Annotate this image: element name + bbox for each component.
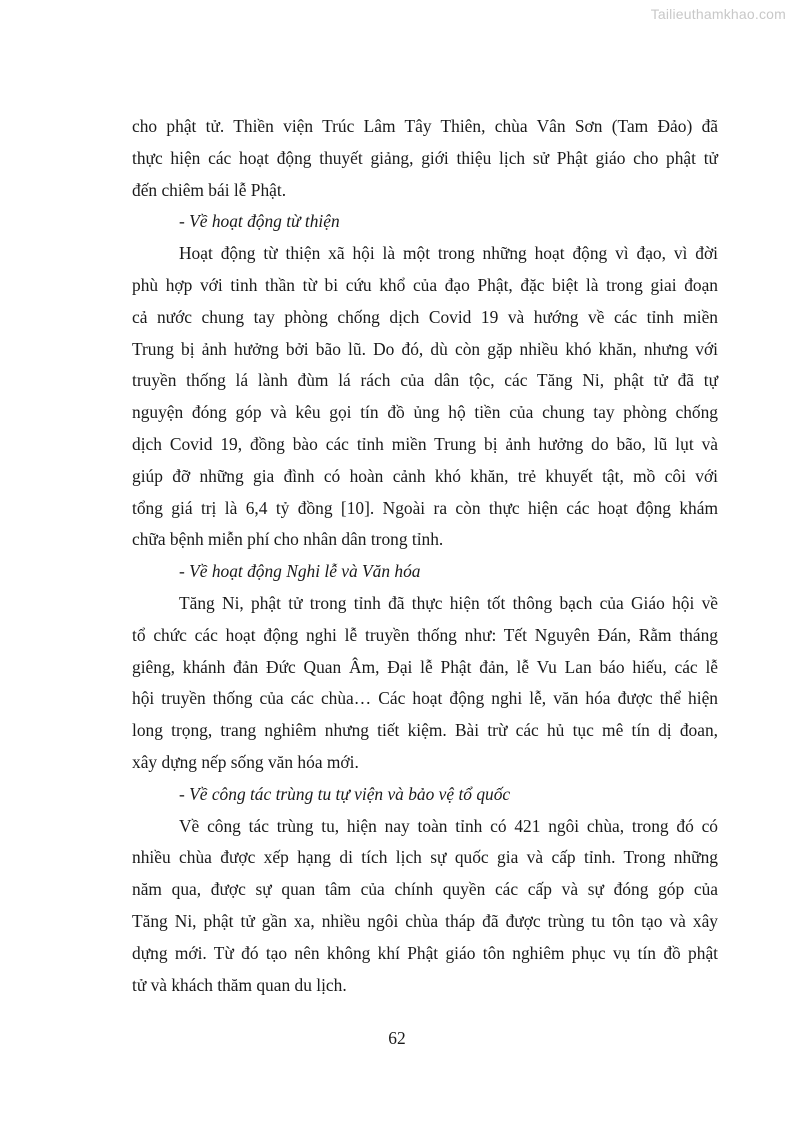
- paragraph-line: xây dựng nếp sống văn hóa mới.: [132, 751, 359, 772]
- watermark-text: Tailieuthamkhao.com: [650, 6, 786, 22]
- paragraph-line: Tăng Ni, phật tử trong tỉnh đã thực hiện tốt thông bạch của Giáo hội về: [179, 592, 718, 613]
- paragraph-line: đến chiêm bái lễ Phật.: [132, 179, 287, 200]
- paragraph-line: tổ chức các hoạt động nghi lễ truyền thống như: Tết Nguyên Đán, Rằm tháng: [132, 624, 718, 645]
- paragraph-line: hội truyền thống của các chùa… Các hoạt động nghi lễ, văn hóa được thể hiện: [132, 688, 718, 709]
- paragraph-line: dịch Covid 19, đồng bào các tỉnh miền Trung bị ảnh hưởng do bão, lũ lụt và: [132, 433, 718, 454]
- paragraph-line: giúp đỡ những gia đình có hoàn cảnh khó khăn, trẻ khuyết tật, mồ côi với: [132, 465, 718, 486]
- paragraph-line: truyền thống lá lành đùm lá rách của dân tộc, các Tăng Ni, phật tử đã tự: [132, 370, 718, 391]
- paragraph-line: cả nước chung tay phòng chống dịch Covid 19 và hướng về các tỉnh miền: [132, 306, 718, 327]
- paragraph-line: chữa bệnh miễn phí cho nhân dân trong tỉnh.: [132, 529, 444, 550]
- paragraph-line: Hoạt động từ thiện xã hội là một trong những hoạt động vì đạo, vì đời: [179, 243, 718, 264]
- section-heading-rituals-culture: - Về hoạt động Nghi lễ và Văn hóa: [179, 561, 421, 582]
- paragraph-line: tổng giá trị là 6,4 tỷ đồng [10]. Ngoài ra còn thực hiện các hoạt động khám: [132, 497, 718, 518]
- paragraph-line: Tăng Ni, phật tử gần xa, nhiều ngôi chùa tháp đã được trùng tu tôn tạo và xây: [132, 910, 718, 931]
- paragraph-line: cho phật tử. Thiền viện Trúc Lâm Tây Thiên, chùa Vân Sơn (Tam Đảo) đã: [132, 116, 718, 136]
- paragraph-line: tử và khách thăm quan du lịch.: [132, 974, 347, 995]
- section-heading-restoration: - Về công tác trùng tu tự viện và bảo vệ tổ quốc: [179, 783, 511, 804]
- paragraph-line: nguyện đóng góp và kêu gọi tín đồ ủng hộ tiền của chung tay phòng chống: [132, 402, 718, 423]
- document-body: [132, 111, 718, 1001]
- paragraph-line: phù hợp với tinh thần từ bi cứu khổ của đạo Phật, đặc biệt là trong giai đoạn: [132, 274, 718, 295]
- paragraph-line: giêng, khánh đản Đức Quan Âm, Đại lễ Phật đản, lễ Vu Lan báo hiếu, các lễ: [132, 656, 718, 677]
- paragraph-line: Về công tác trùng tu, hiện nay toàn tỉnh có 421 ngôi chùa, trong đó có: [179, 815, 718, 836]
- paragraph-line: thực hiện các hoạt động thuyết giảng, giới thiệu lịch sử Phật giáo cho phật tử: [132, 147, 718, 168]
- paragraph-line: năm qua, được sự quan tâm của chính quyền các cấp và sự đóng góp của: [132, 879, 718, 900]
- page-number: 62: [388, 1028, 406, 1048]
- paragraph-line: Trung bị ảnh hưởng bởi bão lũ. Do đó, dù còn gặp nhiều khó khăn, nhưng với: [132, 338, 718, 359]
- paragraph-line: dựng mới. Từ đó tạo nên không khí Phật giáo tôn nghiêm phục vụ tín đồ phật: [132, 942, 718, 963]
- paragraph-line: nhiều chùa được xếp hạng di tích lịch sự quốc gia và cấp tỉnh. Trong những: [132, 847, 718, 868]
- section-heading-charity: - Về hoạt động từ thiện: [179, 211, 340, 232]
- paragraph-line: long trọng, trang nghiêm nhưng tiết kiệm. Bài trừ các hủ tục mê tín dị đoan,: [132, 720, 718, 741]
